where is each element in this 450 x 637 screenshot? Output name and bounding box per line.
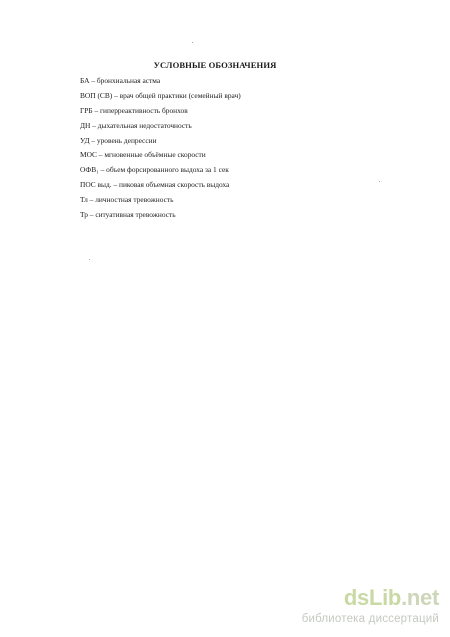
abbreviation-item: БА – бронхиальная астма <box>80 76 161 85</box>
abbreviation-item: УД – уровень депрессии <box>80 135 157 145</box>
abbreviation-item: Тр – ситуативная тревожность <box>80 210 176 220</box>
abbreviation-list <box>80 74 241 223</box>
abbreviation-item: МОС – мгновенные объёмные скорости <box>80 150 206 160</box>
watermark-logo <box>289 585 439 627</box>
watermark-tagline: библиотека диссертаций <box>301 613 439 625</box>
abbreviation-item: ПОС выд. – пиковая объемная скорость выдоха <box>80 180 230 190</box>
abbreviation-item: Тл – личностная тревожность <box>80 195 174 205</box>
watermark-brand: dsLib.net <box>343 585 439 610</box>
abbreviation-item: ОФВ₁ – объем форсированного выдоха за 1 сек <box>80 165 229 175</box>
abbreviation-item: ВОП (СВ) – врач общей практики (семейный врач) <box>80 90 241 100</box>
scan-speck <box>192 42 193 43</box>
abbreviation-item: ГРБ – гиперреактивность бронхов <box>80 105 188 115</box>
page-title: УСЛОВНЫЕ ОБОЗНАЧЕНИЯ <box>153 60 277 70</box>
scan-speck <box>89 259 90 260</box>
abbreviation-item: ДН – дыхательная недостаточность <box>80 120 192 130</box>
scan-speck <box>379 181 380 182</box>
